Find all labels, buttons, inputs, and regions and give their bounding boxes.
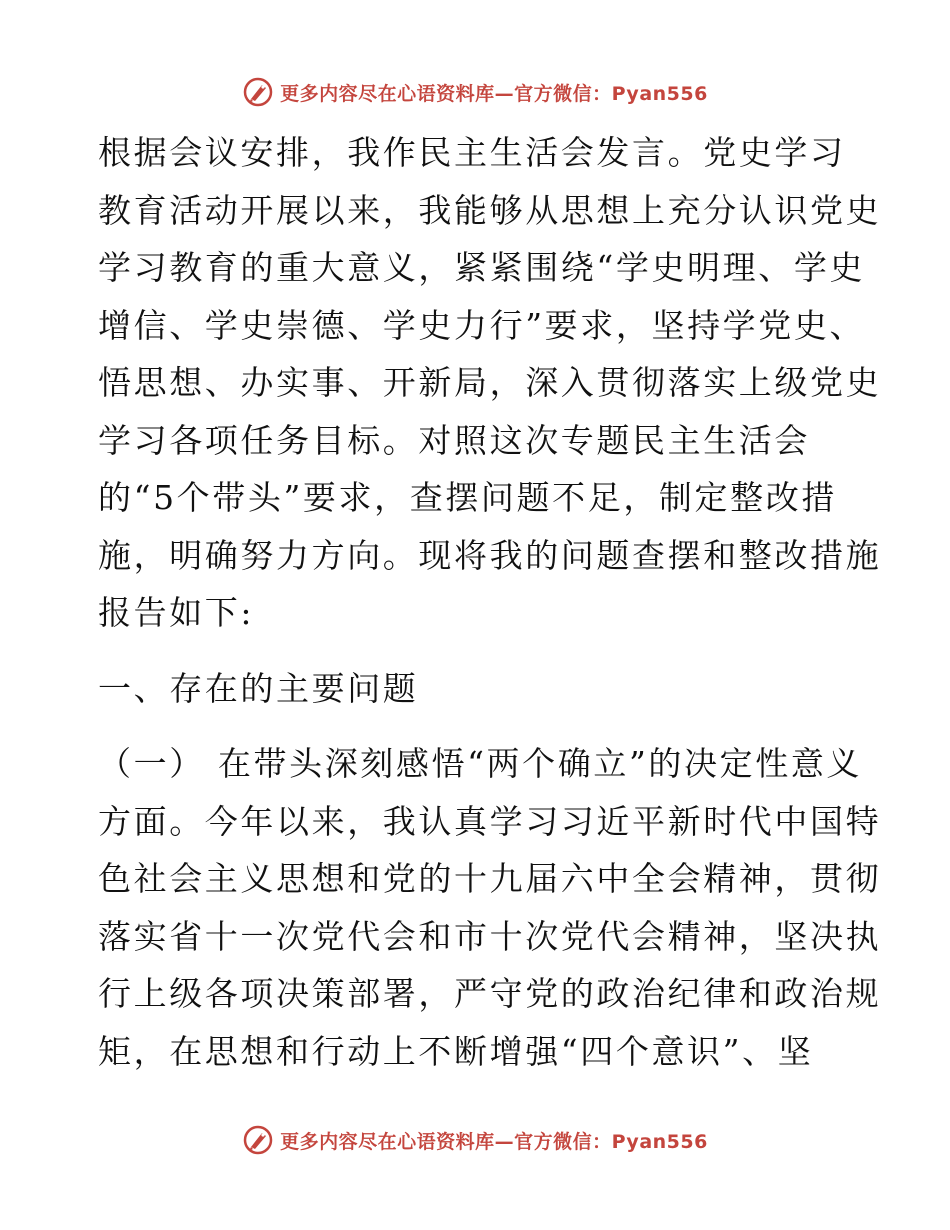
paragraph-line: 根据会议安排，我作民主生活会发言。党史学习 [98, 133, 846, 172]
paragraph-line: 学习教育的重大意义，紧紧围绕“学史明理、学史 [98, 248, 866, 287]
top-watermark-banner [0, 72, 950, 112]
pen-nib-circle-logo-icon [242, 1124, 274, 1156]
paragraph-line: 落实省十一次党代会和市十次党代会精神，坚决执 [98, 916, 882, 956]
paragraph-line: 的“5个带头”要求，查摆问题不足，制定整改措 [98, 478, 837, 517]
bottom-watermark-banner [0, 1120, 950, 1160]
watermark-text: 更多内容尽在心语资料库—官方微信：Pyan556 [280, 1130, 708, 1153]
paragraph-line: （一） 在带头深刻感悟“两个确立”的决定性意义 [98, 744, 863, 783]
document-body [98, 124, 882, 1080]
watermark-text: 更多内容尽在心语资料库—官方微信：Pyan556 [280, 82, 708, 105]
paragraph-line: 行上级各项决策部署，严守党的政治纪律和政治规 [98, 974, 882, 1013]
paragraph-line: 教育活动开展以来，我能够从思想上充分认识党史 [98, 190, 882, 230]
paragraph-line: 增信、学史崇德、学史力行”要求，坚持学党史、 [98, 305, 866, 345]
paragraph-line: 矩，在思想和行动上不断增强“四个意识”、坚 [98, 1031, 814, 1071]
section-heading: 一、存在的主要问题 [98, 668, 419, 708]
paragraph-line: 方面。今年以来，我认真学习习近平新时代中国特 [98, 801, 882, 841]
paragraph-line: 悟思想、办实事、开新局，深入贯彻落实上级党史 [98, 363, 882, 402]
paragraph-line: 施，明确努力方向。现将我的问题查摆和整改措施 [98, 535, 882, 575]
paragraph-line: 色社会主义思想和党的十九届六中全会精神，贯彻 [98, 859, 882, 898]
pen-nib-circle-logo-icon [242, 76, 274, 108]
paragraph-line: 报告如下: [98, 593, 255, 632]
paragraph-line: 学习各项任务目标。对照这次专题民主生活会 [98, 420, 810, 460]
